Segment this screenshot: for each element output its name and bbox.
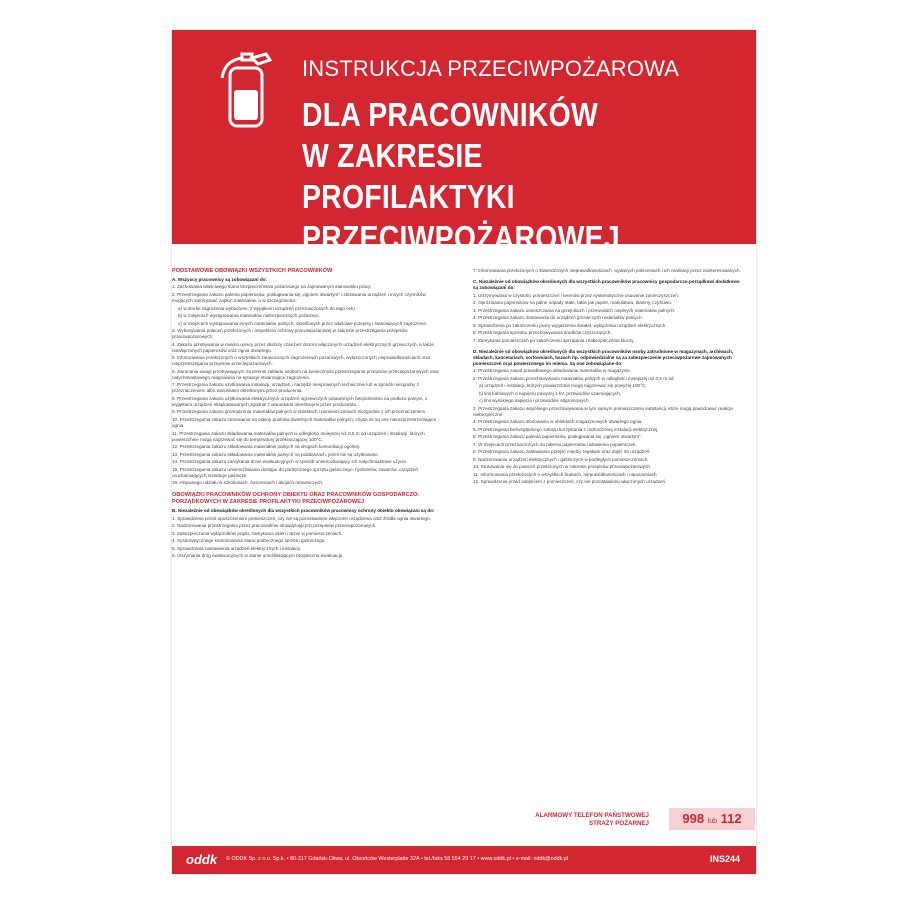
fire-extinguisher-icon [216,50,272,130]
list-item: c) w miejscach występowania innych materiałów palnych, określonych przez właściwe przepisy i stanowiących zagrożenie. [178,320,428,326]
list-item: 11. Przestrzegania zakazu składowania materiałów palnych w odległości mniejszej niż 0,5 m od urządzeń i instalacji, których powierzchnie mogą nagrzewać się do temperatury przekraczającej 100°C. [172,430,425,442]
list-item: 5. Informowania przełożonych o wszystkich zauważonych zagrożeniach pożarowych, wyłuszczonych nieprawidłowościach oraz nieprzestrzeganiu przepisów przeciwpożarowych. [172,355,431,367]
alarm-phone-block [473,808,756,832]
list-item: 6. Przestrzegania sposobu przechowywania środków czyszczących. [473,330,612,336]
list-item: 10. Stosowania się do poleceń przełożonych w zakresie przepisów przeciwpożarowych. [473,464,652,470]
section-lead: A. Wszyscy pracownicy są zobowiązani do: [172,277,267,282]
list-item: 1. Utrzymywania w czystości pomieszczeń i terenów przez systematyczne usuwanie zanieczyszczeń. [473,292,680,298]
list-item: 7. W miejscach przeznaczonych do palenia papierosów ustawienia popielniczek. [473,441,637,447]
section-lead: C. Niezależnie od obowiązków określonych dla wszystkich pracowników pracownicy gospodarczo-porządkowi dodatkowo są zobowiązani do: [473,279,740,291]
product-code: INS244 [709,854,740,864]
list-item: 4. Systematycznego kontrolowania stanu podręcznego sprzętu gaśniczego. [172,538,326,544]
list-item: b) w miejscach występowania materiałów niebezpiecznych pożarowo, [178,313,320,319]
alarm-number-112: 112 [720,811,742,826]
poster-subtitle: INSTRUKCJA PRZECIWPOŻAROWA [302,56,680,81]
section1-list [172,284,445,486]
list-item: 4. Przestrzegania zakazu dostawania do urządzeń grzewczych materiałów palnych. [473,315,643,321]
list-item: 5. Sprawdzania nastawienia urządzeń elektrycznych i instalacji. [172,545,301,551]
alarm-label: ALARMOWY TELEFON PAŃSTWOWEJ STRAŻY POŻARNEJ [535,812,649,827]
section-title: OBOWIĄZKI PRACOWNIKÓW OCHRONY OBIEKTU ORAZ PRACOWNIKÓW GOSPODARCZO-PORZĄDKOWYCH W ZAKRESIE PROFILAKTYKI PRZECIWPOŻAROWEJ [172,492,420,506]
list-item: 9. Przestrzegania zakazu gromadzenia materiałów palnych w obiektach i pomieszczeniach niezgodnie z ich przeznaczeniem. [172,409,427,415]
alarm-number-or: lub [707,818,718,825]
list-item: 12. Sprawdzenia przed odejściem z pomieszczeń, czy nie pozostawiono włączonych urządzeń. [473,479,667,485]
list-item: 1. Zachowania właściwego stanu bezpieczeństwa pożarowego na zajmowanym stanowisku pracy. [172,284,372,290]
list-item: 6. Utrzymania dróg ewakuacyjnych w stanie umożliwiającym bezpieczną ewakuację. [172,553,344,559]
list-item: 2. Nadzorowania przestrzegania przez pracowników obowiązujących przepisów przeciwpożarowych. [172,523,377,529]
sectionC-list [473,293,746,344]
list-item: 3. Przestrzegania zakazu umieszczania na grzejnikach i przewodach cieplnych materiałów palnych. [473,307,676,313]
list-item: 4. Zakazu przebywania w miejscu pracy przez dłuższy czas bez dozoru włączonych urządzeń elektrycznych grzewczych, a także niewłączonych papierosów oraz ognia otwartego. [172,341,434,353]
list-item: 7. Zamykania pomieszczeń po zakończeniu sprzątania i zabezpieczenia kluczy. [473,337,635,343]
list-item: 8. Przestrzegania zakazu zastawiania przejść między regałami oraz dojść do urządzeń. [473,449,651,455]
list-item: 9. Nadzorowania urządzeń elektrycznych i gaśniczych w podległych pomieszczeniach. [473,456,649,462]
list-item: b) linii kablowych o napięciu powyżej 1 kV, przewodów uziemiających, [479,390,622,396]
section2-list [172,516,445,560]
list-item: 11. Informowania przełożonych o wszystkich brakach, nieprawidłowościach i naruszeniach. [473,471,658,477]
list-item: c) linii wysokiego napięcia i przewodów odgromowych. [479,398,590,404]
list-item: 1. Sprawdzenia przed opuszczeniem pomieszczeń, czy nie są pozostawione włączone urządzenia oraz źródła ognia otwartego. [172,515,431,521]
list-item: 5. Przestrzegania bezwzględnego zakazu korzystania z uszkodzonej instalacji elektrycznej. [473,426,659,432]
instruction-poster [172,30,756,874]
list-item: 3. Wykonywania poleceń przełożonych i inspektora ochrony przeciwpożarowej w zakresie przestrzegania przepisów przeciwpożarowych. [172,328,408,340]
poster-header [172,30,756,256]
list-item: 2. Przestrzegania zakazu palenia papierosów, posługiwania się „ogniem otwartym” i stosowania urządzeń i innych czynników mogących zainicjować zapłon materiałów, a w szczególności: [172,291,426,304]
list-item: 16. Aktywnego udziału w szkoleniach, ćwiczeniach i akcjach ratowniczych. [172,480,324,486]
poster-footer [172,846,756,874]
alarm-number-998: 998 [682,811,705,826]
poster-body [172,268,756,818]
list-item: 15. Przestrzegania zakazu uniemożliwiania dostępu do podręcznego sprzętu gaśniczego, hydrantów, zaworów, urządzeń uruchamiających instalacje gaśnicze. [172,466,418,478]
list-item: 3. Przestrzegania zakazu wspólnego przechowywania w tym samym pomieszczeniu substancji, które mogą powodować reakcje niebezpieczne. [473,405,733,417]
list-item: 13. Przestrzegania zakazu składowania materiałów palnych na poddaszach, jeżeli nie są użytkowane. [172,451,380,457]
list-item: 12. Przestrzegania zakazu składowania materiałów palnych na drogach komunikacji ogólnej. [172,444,361,450]
list-item: 7. Informowania przełożonych o stwierdzonych nieprawidłowościach, wydanych poleceniach i ich realizacji przez zainteresowanych. [473,268,741,273]
list-item: 6. Przestrzegania zakazu palenia papierosów, posługiwania się „ogniem otwartym”. [473,434,643,440]
list-item: 2. Opróżniania pojemników na palne odpady stałe, takie jak papier, makulatura, tkaniny, czyściwo. [473,300,673,306]
list-item: 1. Przestrzegania zasad prawidłowego składowania materiałów w magazynie. [473,368,632,374]
poster-title: DLA PRACOWNIKÓW W ZAKRESIE PROFILAKTYKI PRZECIWPOŻAROWEJ [302,96,620,256]
sectionD-list [473,368,746,485]
list-item: 10. Przestrzegania zakazu stosowania na osłony punktów świetlnych materiałów palnych, chyba że są one nierozprzestrzeniające ognia. [172,416,437,429]
section-lead: B. Niezależnie od obowiązków określonych dla wszystkich pracowników pracownicy ochrony obiektu obowiązani są do: [172,508,435,514]
list-item: 14. Przestrzegania zakazu zamykania drzwi ewakuacyjnych w sposób uniemożliwiający ich natychmiastowe użycie. [172,459,408,465]
list-item: 2. Przestrzegania zakazu przechowywania materiałów palnych w odległości mniejszej niż 0,5 m od: [473,375,675,381]
section-lead: D. Niezależnie od obowiązków określonych dla wszystkich pracowników osoby zatrudnione w magazynach, archiwach, składach, kancelariach, sortowniach, bazach itp. odpowiedzialne są za zabezpieczenie przeciwpożarowe zajmowanych pomieszczeń oraz powierzonego im mienia. Są one zobowiązane do: [473,348,734,366]
right-column [473,268,746,487]
footer-publisher-info: © ODDK Sp. z o.o. Sp.k. • 80-317 Gdańsk-Oliwa, ul. Obrońców Westerplatte 32A • tel./faks 58 554 29 17 • www.oddk.pl • e-mail: oddk@oddk.pl [226,856,568,862]
section-title: PODSTAWOWE OBOWIĄZKI WSZYSTKICH PRACOWNIKÓW [172,268,333,274]
logo-text: oddk [186,852,218,867]
left-column [172,268,445,561]
list-item: 3. Zabezpieczania wyłączników prądu, zamykania okien i drzwi w pomieszczeniach. [172,530,343,536]
list-item: 5. Sprawdzenia po zakończeniu pracy wygaszenia świateł, wyłączenia urządzeń elektrycznych. [473,322,667,328]
list-item: 7. Przestrzegania zakazu użytkowania instalacji, urządzeń i narzędzi niesprawnych technicznie lub w sposób niezgodny z przeznaczeniem albo warunkami określonymi przez producenta. [172,382,419,394]
alarm-number-box [669,808,755,830]
list-item: a) urządzeń i instalacji, których powierzchnie mogą nagrzewać się powyżej 100°C, [479,383,647,389]
list-item: 4. Przestrzegania zakazu stosowania w obiektach magazynowych otwartego ognia. [473,419,643,425]
list-item: a) w strefie zagrożenia wybuchem, z wyjątkiem urządzeń przeznaczonych do tego celu, [178,305,356,311]
alarm-numbers [669,811,755,826]
list-item: 6. Zwracania uwagi przebywającym na terenie zakładu osobom na konieczność przestrzegania przepisów przeciwpożarowych oraz natychmiastowego reagowania na sytuacje stwarzające zagrożenie. [172,368,439,380]
oddk-logo [186,852,217,867]
list-item: 8. Przestrzegania zakazu użytkowania elektrycznych urządzeń ogrzewczych ustawionych bezpośrednio na podłożu palnym, z wyjątkiem urządzeń eksploatowanych zgodnie z warunkami określonymi przez producenta. [172,395,428,407]
